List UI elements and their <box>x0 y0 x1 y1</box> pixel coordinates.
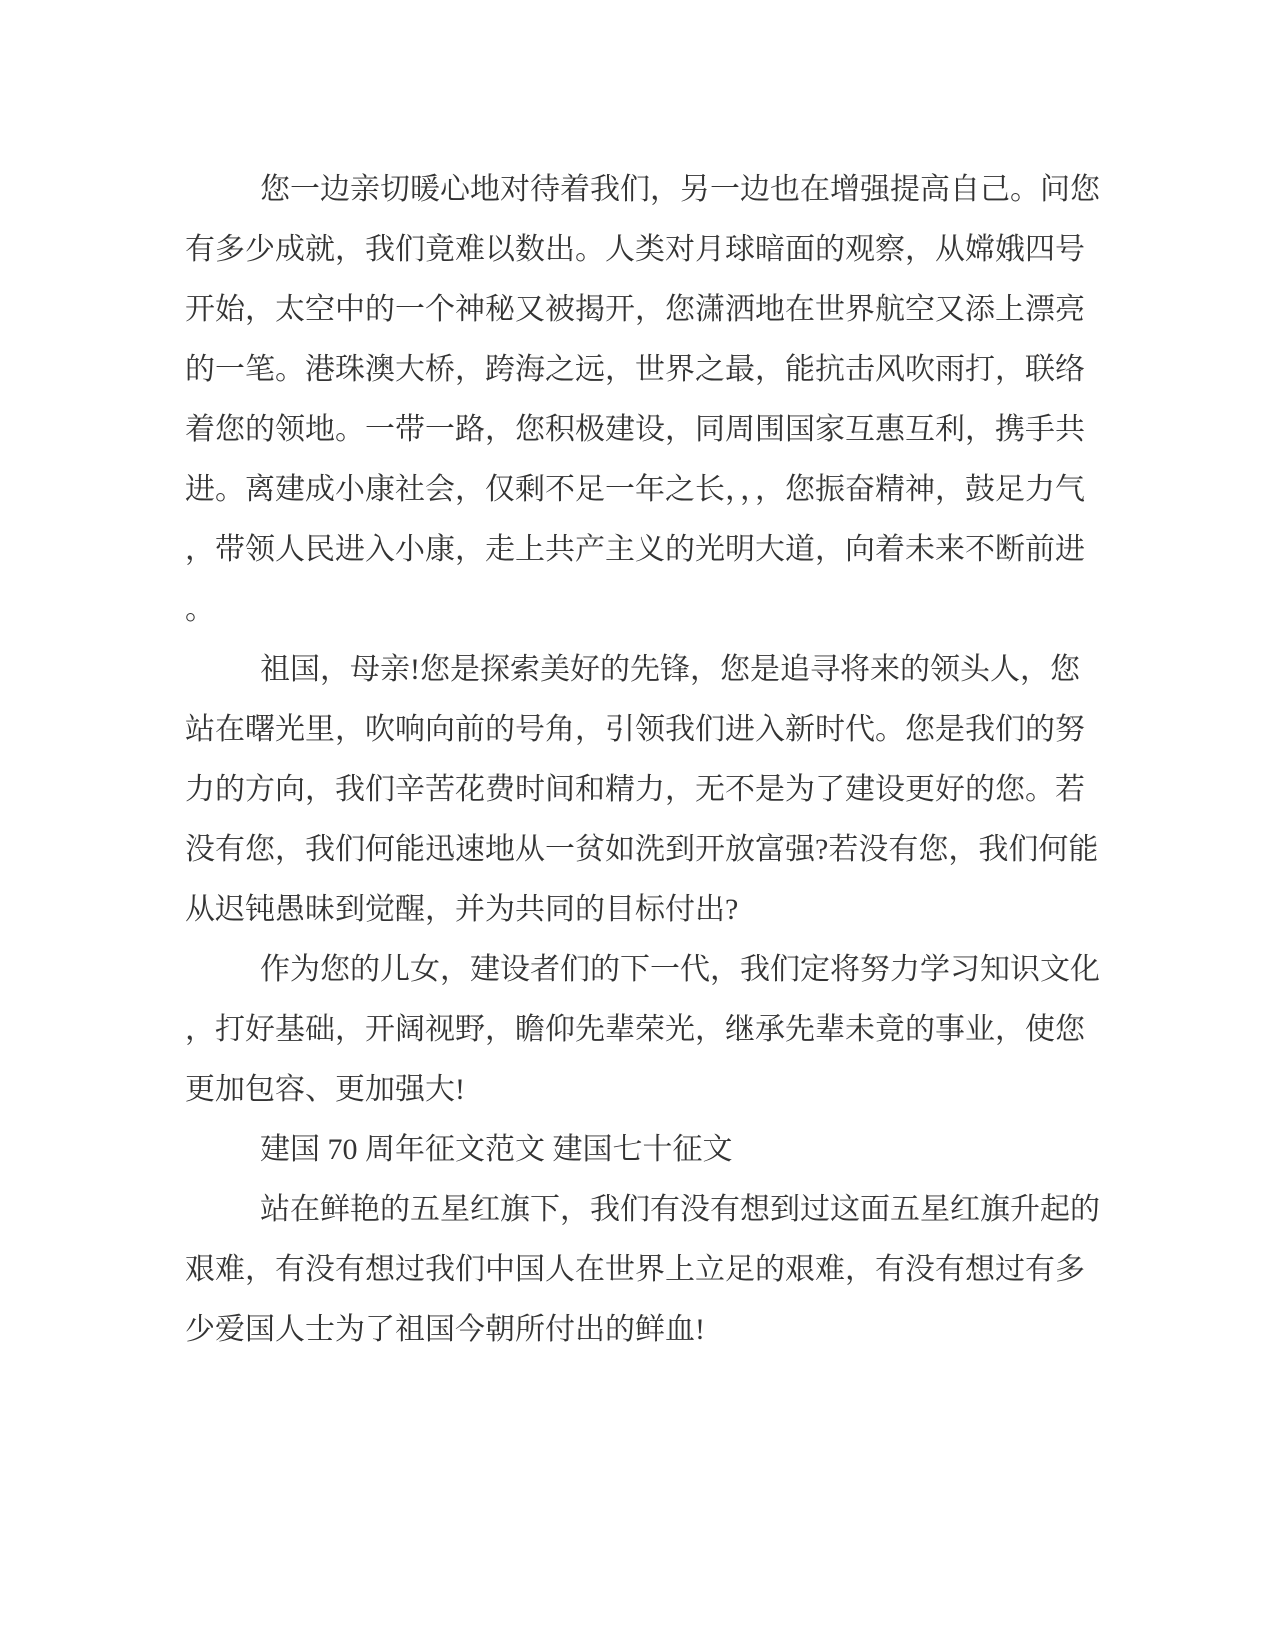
paragraph-4-section-title: 建国 70 周年征文范文 建国七十征文 <box>260 1133 733 1166</box>
document-body <box>185 160 1100 1360</box>
paragraph-2: 祖国，母亲!您是探索美好的先锋，您是追寻将来的领头人，您站在曙光里，吹响向前的号角，引领我们进入新时代。您是我们的努力的方向，我们辛苦花费时间和精力，无不是为了建设更好的您。若没有您，我们何能迅速地从一贫如洗到开放富强?若没有您，我们何能从迟钝愚昧到觉醒，并为共同的目标付出? <box>185 653 1099 926</box>
paragraph-1: 您一边亲切暖心地对待着我们，另一边也在增强提高自己。问您有多少成就，我们竟难以数出。人类对月球暗面的观察，从嫦娥四号开始，太空中的一个神秘又被揭开，您潇洒地在世界航空又添上漂亮的一笔。港珠澳大桥，跨海之远，世界之最，能抗击风吹雨打，联络着您的领地。一带一路，您积极建设，同周围国家互惠互利，携手共进。离建成小康社会，仅剩不足一年之长，，，您振奋精神，鼓足力气，带领人民进入小康，走上共产主义的光明大道，向着未来不断前进。 <box>185 173 1100 626</box>
paragraph-5: 站在鲜艳的五星红旗下，我们有没有想到过这面五星红旗升起的艰难，有没有想过我们中国人在世界上立足的艰难，有没有想过有多少爱国人士为了祖国今朝所付出的鲜血! <box>185 1193 1100 1346</box>
paragraph-3: 作为您的儿女，建设者们的下一代，我们定将努力学习知识文化，打好基础，开阔视野，瞻仰先辈荣光，继承先辈未竟的事业，使您更加包容、更加强大! <box>185 953 1100 1106</box>
